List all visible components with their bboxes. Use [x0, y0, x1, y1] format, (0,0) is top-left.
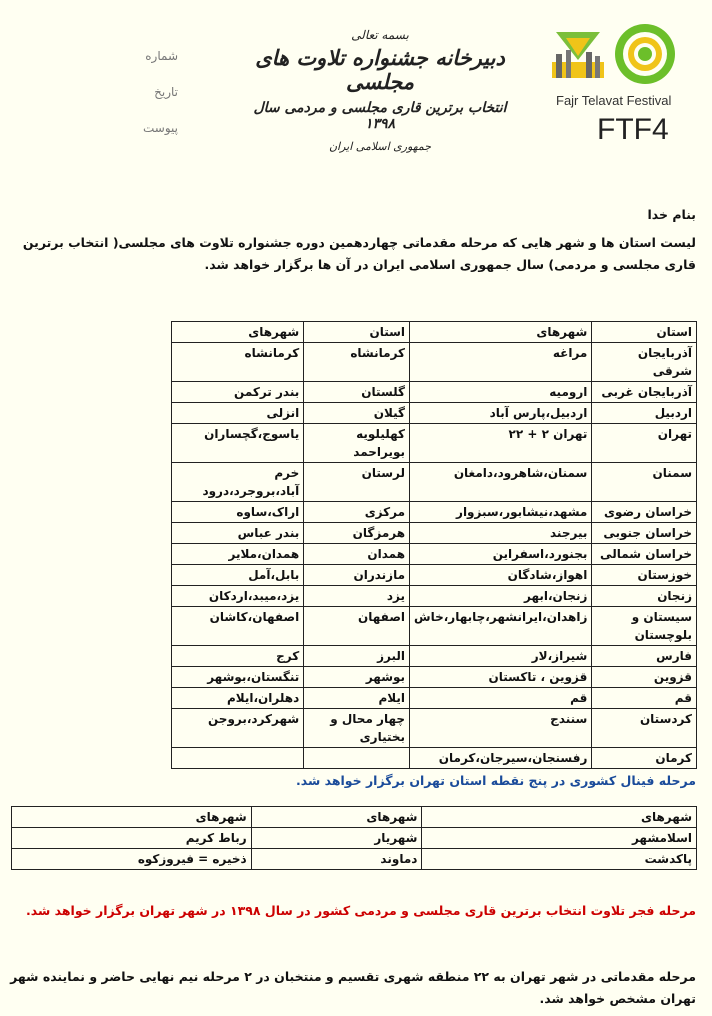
- table-cell: بیرجند: [410, 523, 592, 544]
- letterhead: [245, 28, 515, 153]
- table-cell: کردستان: [592, 709, 697, 748]
- header-cell: استان: [304, 322, 410, 343]
- date-field-label: تاریخ: [154, 85, 178, 99]
- table-cell: پاکدشت: [422, 849, 697, 870]
- table-cell: کرمانشاه: [304, 343, 410, 382]
- table-row: [172, 607, 697, 646]
- table-cell: مراغه: [410, 343, 592, 382]
- basmala: بسمه تعالی: [351, 28, 409, 42]
- table-cell: کرج: [172, 646, 304, 667]
- table-cell: قزوین: [592, 667, 697, 688]
- table-cell: لرستان: [304, 463, 410, 502]
- table-cell: همدان،ملایر: [172, 544, 304, 565]
- table-cell: دهلران،ایلام: [172, 688, 304, 709]
- table-cell: شهریار: [251, 828, 422, 849]
- table-cell: خراسان رضوی: [592, 502, 697, 523]
- table-cell: گلستان: [304, 382, 410, 403]
- letterhead-subtitle: انتخاب برترین قاری مجلسی و مردمی سال ۱۳۹۸: [253, 100, 507, 132]
- table-cell: مشهد،نیشابور،سبزوار: [410, 502, 592, 523]
- table-cell: زنجان: [592, 586, 697, 607]
- table-cell: اراک،ساوه: [172, 502, 304, 523]
- festival-name: Fajr Telavat Festival: [556, 93, 672, 108]
- table-row: [172, 382, 697, 403]
- org-name: دبیرخانه جشنواره تلاوت های مجلسی: [255, 46, 505, 94]
- final-stage-note: مرحله فینال کشوری در پنج نقطه استان تهران برگزار خواهد شد.: [296, 773, 696, 788]
- table-row: [172, 424, 697, 463]
- table-row: [172, 586, 697, 607]
- table-cell: خراسان شمالی: [592, 544, 697, 565]
- table-cell: خراسان جنوبی: [592, 523, 697, 544]
- table-cell: سمنان،شاهرود،دامغان: [410, 463, 592, 502]
- table-cell: اصفهان: [304, 607, 410, 646]
- table-header-row: [12, 807, 697, 828]
- table-row: [172, 463, 697, 502]
- header-cell: شهرهای: [12, 807, 252, 828]
- table-cell: کرمان: [592, 748, 697, 769]
- header-cell: شهرهای: [422, 807, 697, 828]
- table-cell: رباط کریم: [12, 828, 252, 849]
- table-cell: اصفهان،کاشان: [172, 607, 304, 646]
- table-cell: [304, 748, 410, 769]
- table-cell: زاهدان،ایرانشهر،چابهار،خاش: [410, 607, 592, 646]
- table-cell: سنندج: [410, 709, 592, 748]
- table-cell: شهرکرد،بروجن: [172, 709, 304, 748]
- table-cell: قم: [592, 688, 697, 709]
- table-cell: بندر عباس: [172, 523, 304, 544]
- table-cell: مازندران: [304, 565, 410, 586]
- intro-paragraph: لیست استان ها و شهر هایی که مرحله مقدماتی چهاردهمین دوره جشنواره تلاوت های مجلسی( انتخاب برترین قاری مجلسی و مردمی) سال جمهوری اسلامی ایران در آن ها برگزار خواهد شد.: [22, 235, 696, 272]
- table-cell: آذربایجان شرقی: [592, 343, 697, 382]
- table-row: [172, 565, 697, 586]
- table-cell: دماوند: [251, 849, 422, 870]
- table-row: [172, 667, 697, 688]
- table-row: [12, 849, 697, 870]
- table-cell: چهار محال و بختیاری: [304, 709, 410, 748]
- festival-emblem-icon: [548, 24, 608, 84]
- table-cell: فارس: [592, 646, 697, 667]
- table-row: [12, 828, 697, 849]
- preliminary-stage-note: مرحله مقدماتی در شهر تهران به ۲۲ منطقه شهری تقسیم و منتخبان در ۲ مرحله نیم نهایی حاضر و نماینده شهر تهران مشخص خواهد شد.: [10, 969, 696, 1006]
- table-cell: هرمزگان: [304, 523, 410, 544]
- table-row: [172, 544, 697, 565]
- table-cell: کهلیلویه بویراحمد: [304, 424, 410, 463]
- table-cell: همدان: [304, 544, 410, 565]
- table-cell: بندر ترکمن: [172, 382, 304, 403]
- table-cell: بوشهر: [304, 667, 410, 688]
- table-row: [172, 709, 697, 748]
- header-cell: شهرهای: [251, 807, 422, 828]
- table-cell: رفسنجان،سیرجان،کرمان: [410, 748, 592, 769]
- table-cell: قزوین ، تاکستان: [410, 667, 592, 688]
- table-row: [172, 502, 697, 523]
- table-cell: قم: [410, 688, 592, 709]
- table-cell: تنگستان،بوشهر: [172, 667, 304, 688]
- provinces-table-body: [172, 343, 697, 769]
- table-cell: بجنورد،اسفراین: [410, 544, 592, 565]
- table-cell: یزد: [304, 586, 410, 607]
- table-cell: گیلان: [304, 403, 410, 424]
- table-cell: تهران: [592, 424, 697, 463]
- header-cell: شهرهای: [172, 322, 304, 343]
- table-cell: اهواز،شادگان: [410, 565, 592, 586]
- table-cell: خوزستان: [592, 565, 697, 586]
- table-cell: ایلام: [304, 688, 410, 709]
- greeting: بنام خدا: [647, 207, 696, 222]
- table-cell: یاسوج،گچساران: [172, 424, 304, 463]
- table-cell: یزد،میبد،اردکان: [172, 586, 304, 607]
- table-cell: ذخیره = فیروزکوه: [12, 849, 252, 870]
- table-cell: شیراز،لار: [410, 646, 592, 667]
- festival-code: FTF4: [597, 113, 669, 146]
- table-header-row: [172, 322, 697, 343]
- table-cell: کرمانشاه: [172, 343, 304, 382]
- attachment-field-label: پیوست: [143, 121, 178, 135]
- table-cell: بابل،آمل: [172, 565, 304, 586]
- table-row: [172, 403, 697, 424]
- table-cell: اسلامشهر: [422, 828, 697, 849]
- table-cell: انزلی: [172, 403, 304, 424]
- tehran-cities-table-body: [12, 828, 697, 870]
- number-field-label: شماره: [145, 49, 178, 63]
- table-cell: [172, 748, 304, 769]
- table-cell: اردبیل،پارس آباد: [410, 403, 592, 424]
- table-cell: زنجان،ابهر: [410, 586, 592, 607]
- table-cell: سمنان: [592, 463, 697, 502]
- table-cell: مرکزی: [304, 502, 410, 523]
- header-cell: استان: [592, 322, 697, 343]
- table-row: [172, 688, 697, 709]
- country-name: جمهوری اسلامی ایران: [328, 140, 432, 153]
- table-row: [172, 523, 697, 544]
- festival-flower-logo-icon: [611, 18, 693, 90]
- table-row: [172, 646, 697, 667]
- table-cell: البرز: [304, 646, 410, 667]
- table-cell: تهران ۲ + ۲۲: [410, 424, 592, 463]
- header-cell: شهرهای: [410, 322, 592, 343]
- table-cell: خرم آباد،بروجرد،درود: [172, 463, 304, 502]
- table-row: [172, 343, 697, 382]
- table-row: [172, 748, 697, 769]
- tehran-cities-table: [11, 806, 697, 870]
- header-fields: [108, 38, 178, 146]
- provinces-table: [171, 321, 697, 769]
- table-cell: آذربایجان غربی: [592, 382, 697, 403]
- fajr-stage-note: مرحله فجر تلاوت انتخاب برترین قاری مجلسی و مردمی کشور در سال ۱۳۹۸ در شهر تهران برگزار خواهد شد.: [26, 903, 696, 918]
- table-cell: اردبیل: [592, 403, 697, 424]
- table-cell: ارومیه: [410, 382, 592, 403]
- table-cell: سیستان و بلوچستان: [592, 607, 697, 646]
